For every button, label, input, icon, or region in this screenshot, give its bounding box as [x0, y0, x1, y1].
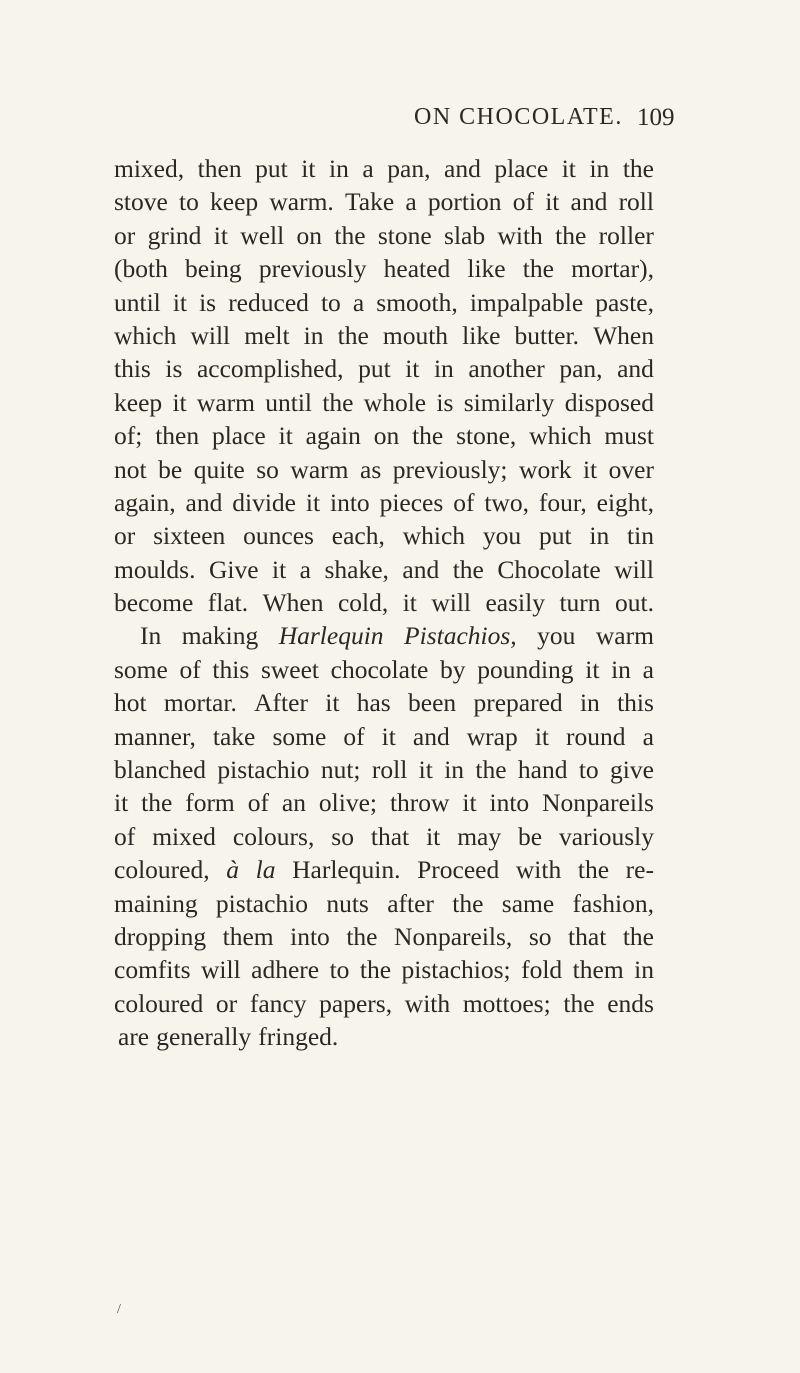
running-head [0, 104, 800, 144]
stray-mark: / [117, 1302, 121, 1317]
text-line: (both being previously heated like the mortar), [114, 254, 654, 284]
running-title: ON CHOCOLATE. [414, 104, 623, 130]
text-line: mixed, then put it in a pan, and place it in the [114, 154, 654, 183]
text-line: become flat. When cold, it will easily turn out. [114, 588, 654, 618]
text-line: some of this sweet chocolate by pounding it in a [114, 654, 654, 684]
text-line: it the form of an olive; throw it into Nonpareils [114, 788, 654, 818]
text-line: In making Harlequin Pistachios, you warm [140, 621, 654, 651]
text-line: hot mortar. After it has been prepared in this [114, 688, 654, 718]
text-line: or sixteen ounces each, which you put in tin [114, 521, 654, 551]
body-text [114, 152, 654, 1054]
text-line: moulds. Give it a shake, and the Chocolate will [114, 554, 654, 584]
text-line: blanched pistachio nut; roll it in the hand to give [114, 755, 654, 785]
text-line: or grind it well on the stone slab with the roller [114, 220, 654, 250]
text-line: not be quite so warm as previously; work it over [114, 454, 654, 484]
text-line: until it is reduced to a smooth, impalpable paste, [114, 287, 654, 317]
text-line: keep it warm until the whole is similarly disposed [114, 387, 654, 417]
text-line: of; then place it again on the stone, which must [114, 421, 654, 451]
text-line: of mixed colours, so that it may be variously [114, 821, 654, 851]
text-line: manner, take some of it and wrap it round a [114, 721, 654, 751]
text-line: which will melt in the mouth like butter. When [114, 320, 654, 350]
text-line: stove to keep warm. Take a portion of it and roll [114, 187, 654, 217]
page-number: 109 [637, 104, 675, 131]
text-line: are generally fringed. [118, 1022, 339, 1052]
text-line: coloured or fancy papers, with mottoes; the ends [114, 988, 654, 1018]
text-line: dropping them into the Nonpareils, so that the [114, 921, 654, 951]
text-line: maining pistachio nuts after the same fashion, [114, 888, 654, 918]
text-line: comfits will adhere to the pistachios; fold them in [114, 955, 654, 985]
text-line: again, and divide it into pieces of two, four, eight, [114, 487, 654, 517]
text-line: this is accomplished, put it in another pan, and [114, 354, 654, 384]
text-line: coloured, à la Harlequin. Proceed with the re- [114, 855, 654, 885]
